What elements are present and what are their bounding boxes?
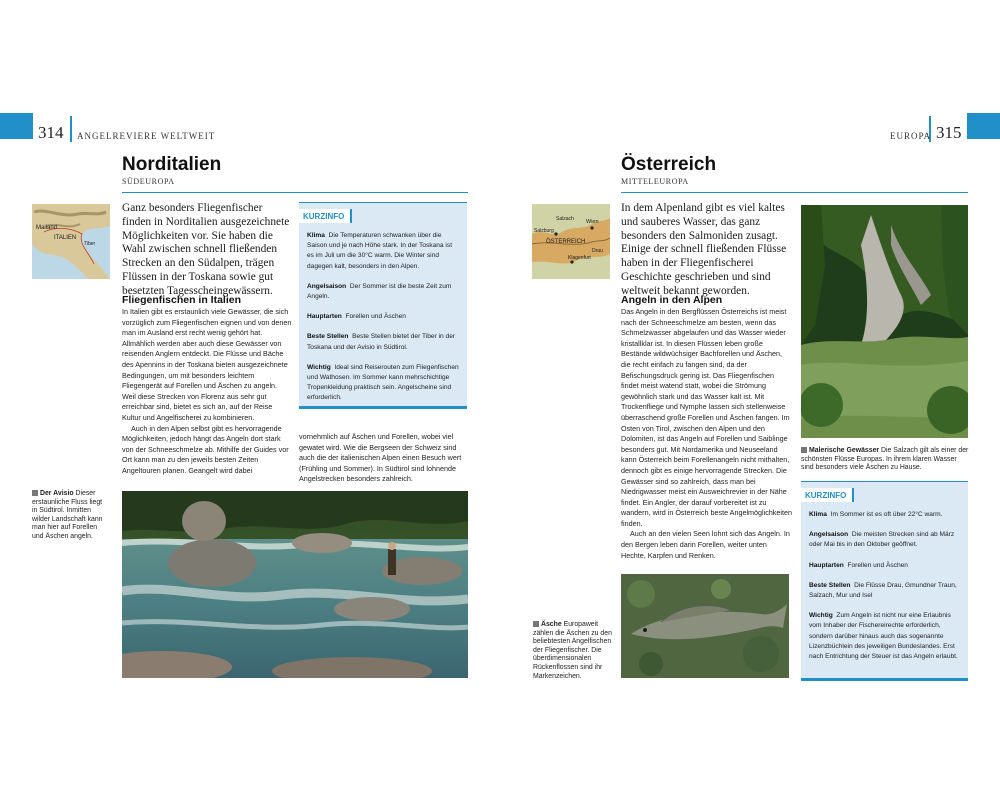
left-photo-caption: Der Avisio Dieser erstaunliche Fluss liegt in Südtirol. Inmitten wilder Landschaft kann man hier auf Forellen und Äschen angeln. xyxy=(32,490,103,540)
right-page-subtitle: MITTELEUROPA xyxy=(621,177,689,186)
right-body-col xyxy=(621,307,793,561)
map-label-drau: Drau xyxy=(592,248,603,254)
map-label-salzach: Salzach xyxy=(556,216,574,222)
left-info-hauptarten: Hauptarten Forellen und Äschen xyxy=(307,313,406,321)
left-page-title: Norditalien xyxy=(122,154,222,175)
left-info-wichtig: Wichtig Ideal sind Reiserouten zum Fliegenfischen und Wathosen. Im Sommer kann mehrschichtige Tropenkleidung praktisch sein. Angelscheine sind erforderlich. xyxy=(307,363,459,402)
salzach-river-photo xyxy=(801,205,968,438)
caption-marker-icon xyxy=(533,621,539,627)
fish-photo-caption: Äsche Europaweit zählen die Äschen zu den beliebtesten Angelfischen der Fliegenfischer. Die überdimensionalen Rückenflossen sind ihr Markenzeichen. xyxy=(533,621,612,680)
left-body-col1 xyxy=(122,307,292,477)
left-info-beste-stellen: Beste Stellen Beste Stellen bietet der Tiber in der Toskana und der Avisio in Südtirol. xyxy=(307,333,456,351)
left-running-head: ANGELREVIERE WELTWEIT xyxy=(77,131,216,141)
caption-marker-icon xyxy=(32,490,38,496)
salzach-photo-caption: Malerische Gewässer Die Salzach gilt als einer der schönsten Flüsse Europas. In ihrem klaren Wasser sind besonders viele Äschen zu Hause. xyxy=(801,447,969,472)
caption-marker-icon xyxy=(801,447,807,453)
right-info-klima: Klima Im Sommer ist es oft über 22°C warm. xyxy=(809,511,943,518)
left-kurzinfo-heading: KURZINFO xyxy=(299,209,352,223)
right-body-paragraph-2: Auch an den vielen Seen lohnt sich das Angeln. In den Bergen leben darin Forellen, weiter unten Hechte, Karpfen und Renken. xyxy=(621,529,790,560)
right-info-wichtig: Wichtig Zum Angeln ist nicht nur eine Erlaubnis vom Inhaber der Fischereirechte erforderlich, sondern darüber hinaus auch das sogenannte Lizenzbüchlein des jeweiligen Bundeslandes. Erst nach Entrichtung der Steuer ist das Angeln erlaubt. xyxy=(809,612,958,661)
left-info-klima: Klima Die Temperaturen schwanken über die Saison und je nach Höhe stark. In der Toskana ist es im Juli um die 30°C warm. Die Winter sind dagegen kalt, besonders in den Alpen. xyxy=(307,232,453,270)
left-header-divider xyxy=(70,116,72,142)
right-intro-text: In dem Alpenland gibt es viel kaltes und sauberes Wasser, das ganz besonders den Salmoniden zusagt. Einige der schnell fließenden Flüsse haben in der Fliegenfischerei Geschichte geschrieben und sind weltweit bekannt geworden. xyxy=(621,202,787,297)
left-page-tab xyxy=(0,113,33,139)
left-body-col2 xyxy=(299,432,467,485)
left-kurzinfo-box xyxy=(299,202,467,409)
left-page-subtitle: SÜDEUROPA xyxy=(122,177,175,186)
map-label-country: ITALIEN xyxy=(54,235,77,241)
left-page-number: 314 xyxy=(38,123,64,142)
map-label-klagenfurt: Klagenfurt xyxy=(568,255,591,261)
right-section-title: Angeln in den Alpen xyxy=(621,294,723,306)
right-page-number: 315 xyxy=(936,123,962,142)
italy-locator-map xyxy=(32,204,110,279)
map-label-wien: Wien xyxy=(586,219,599,225)
left-body-paragraph-2: Auch in den Alpen selbst gibt es hervorragende Möglichkeiten, jedoch hängt das Angeln dort stark von der Schneeschmelze ab. Mithilfe der Guides vor Ort kann man zu den jeweils besten Zeiten Angeltouren planen. Geangelt wird dabei xyxy=(122,423,289,475)
left-body-paragraph-1: In Italien gibt es erstaunlich viele Gewässer, die sich vorzüglich zum Fliegenfischen eignen und von denen man im Ausland erst recht wenig gehört hat. Allmählich werden aber auch diese Gewässer von reisenden Anglern entdeckt. Die Flüsse und Bäche des Apennins in der Toskana bieten ausgezeichnete Bedingungen, um mit besonders leichtem Fliegengerät auf Forellen und Äschen zu angeln. Weil diese Strecken von Florenz aus sehr gut erreichbar sind, bietet es sich an, auf der Reise Kultur und Angelfischerei zu kombinieren. xyxy=(122,307,292,422)
right-page-title: Österreich xyxy=(621,154,717,175)
right-body-paragraph-1: Das Angeln in den Bergflüssen Österreichs ist meist nach der Schneeschmelze am besten, wenn das Schmelzwasser abgelaufen und das Wasser wieder kristallklar ist. In diesen Flüssen leben große Bestände wildwüchsiger Bachforellen und Äschen, die recht einfach zu fangen sind, da der Befischungsdruck gering ist. Das Fliegenfischen findet meist watend statt, wobei die Strömung gewöhnlich stark und das Wasser kalt ist. Mit Trockenfliege und Nymphe lassen sich stellenweise überraschend große Forellen und Äschen fangen. Im Osten von Tirol, zwischen den Alpen und den Dolomiten, ist das Angeln auf Forellen und Saiblinge besonders gut. Mit Nordamerika und Neuseeland kann Österreich beim Forellenangeln nicht mithalten, dennoch gibt es einige hervorragende Strecken. Die Gewässer sind so zahlreich, dass man bei Niedrigwasser meist ein Ausweichrevier in der Nähe findet. Ein Angler, der darauf vorbereitet ist zu wandern, wird in Österreich beste Angelmöglichkeiten finden. xyxy=(621,307,792,528)
right-info-beste-stellen: Beste Stellen Die Flüsse Drau, Gmundner Traun, Salzach, Mur und Isel xyxy=(809,581,957,600)
right-title-rule xyxy=(621,192,968,193)
right-running-head: EUROPA xyxy=(890,131,932,141)
left-title-rule xyxy=(122,192,468,193)
right-kurzinfo-heading: KURZINFO xyxy=(801,488,854,502)
map-label-river: Tiber xyxy=(84,241,96,247)
right-info-angelsaison: Angelsaison Die meisten Strecken sind ab März oder Mai bis in den Oktober geöffnet. xyxy=(809,531,955,549)
right-info-hauptarten: Hauptarten Forellen und Äschen xyxy=(809,561,908,569)
right-kurzinfo-box xyxy=(801,481,968,681)
map-label-country: ÖSTERREICH xyxy=(546,239,586,245)
left-info-angelsaison: Angelsaison Der Sommer ist die beste Zeit zum Angeln. xyxy=(307,282,452,301)
map-label-city: Mailand xyxy=(36,225,58,231)
austria-locator-map xyxy=(532,204,610,279)
map-label-salzburg: Salzburg xyxy=(534,228,554,234)
grayling-fish-photo xyxy=(621,574,789,678)
right-page-tab xyxy=(967,113,1000,139)
avisio-river-photo xyxy=(122,491,468,678)
left-body-paragraph-2-cont: vornehmlich auf Äschen und Forellen, wobei viel gewatet wird. Wie die Bergseen der Schweiz sind auch die der italienischen Alpen einen Besuch wert (Frühling und Sommer). In Südtirol sind lohnende Angelstrecken besonders zahlreich. xyxy=(299,432,462,484)
left-intro-text: Ganz besonders Fliegenfischer finden in Norditalien ausgezeichnete Möglichkeiten vor. Sie haben die Wahl zwischen schnell fließenden Strecken an den Südalpen, trägen Flüssen in der Toskana sowie gut besetzten Tagesscheingewässern. xyxy=(122,202,290,297)
left-section-title: Fliegenfischen in Italien xyxy=(122,294,242,306)
